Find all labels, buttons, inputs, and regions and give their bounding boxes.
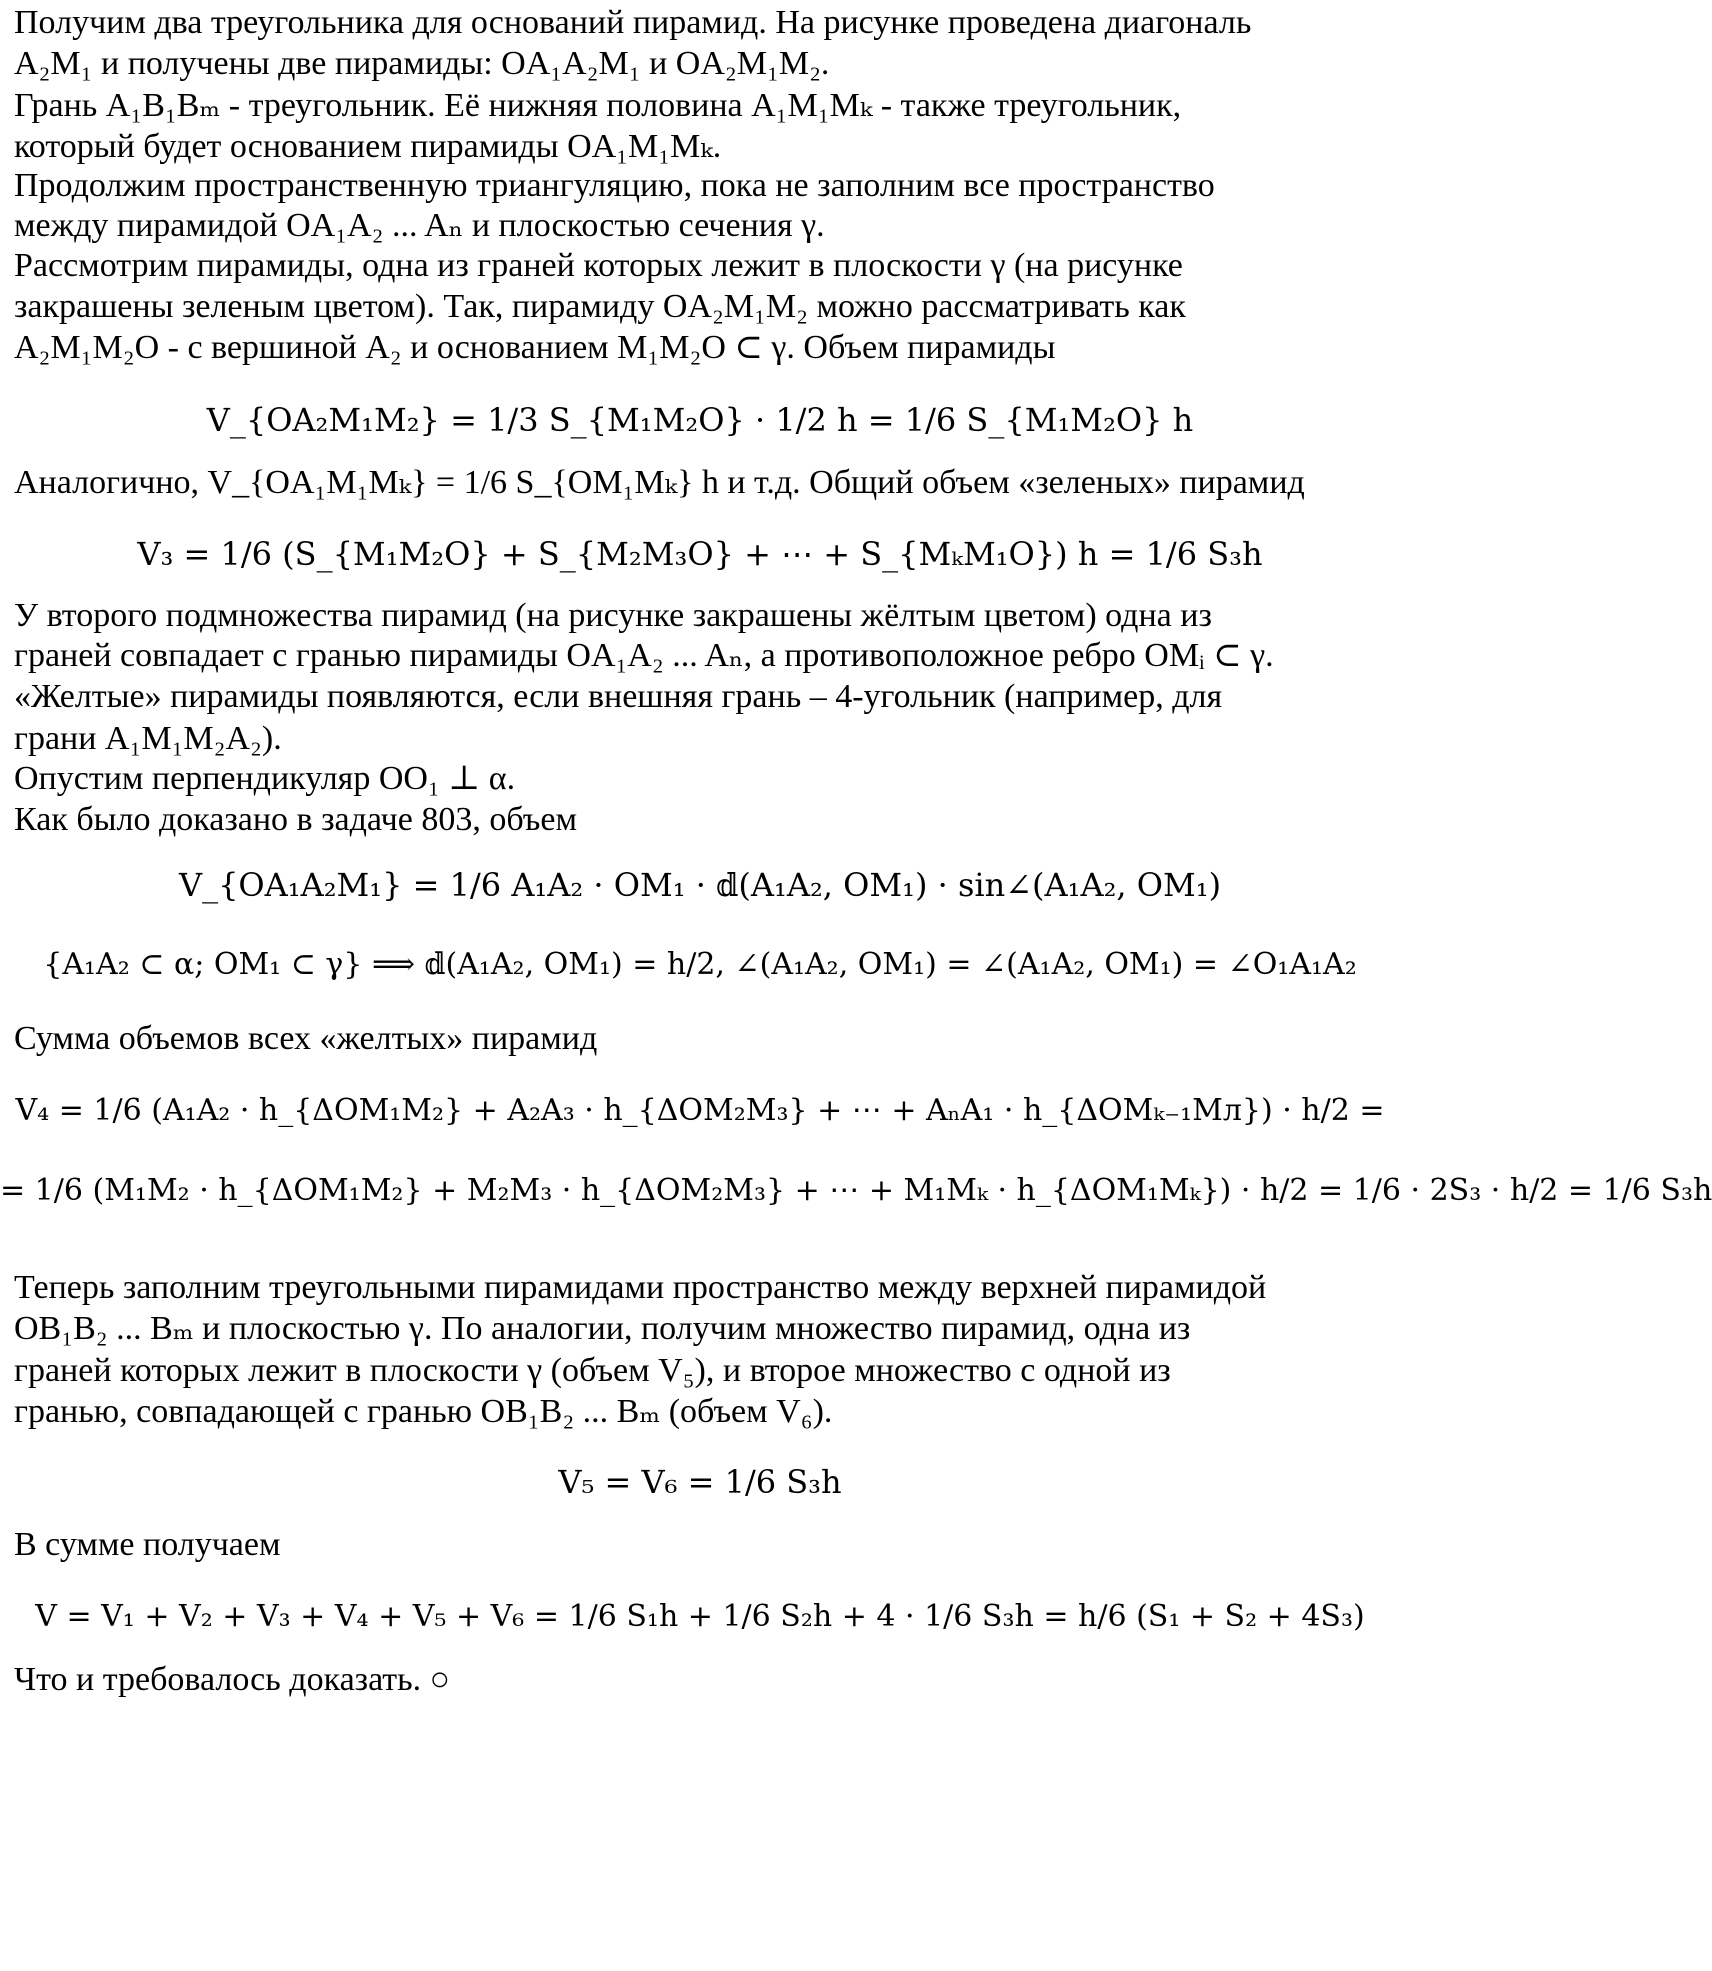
text-line: между пирамидой OA₁A₂ ... Aₙ и плоскостью сечения γ. xyxy=(14,207,825,244)
text-line: OB₁B₂ ... Bₘ и плоскостью γ. По аналогии, получим множество пирамид, одна из xyxy=(14,1310,1191,1347)
text-line: В сумме получаем xyxy=(14,1526,281,1563)
text-line: Грань A₁B₁Bₘ - треугольник. Её нижняя половина A₁M₁Mₖ - также треугольник, xyxy=(14,87,1182,124)
formula-system: {A₁A₂ ⊂ α; OM₁ ⊂ γ} ⟹ 𝕕(A₁A₂, OM₁) = h/2, ∠(A₁A₂, OM₁) = ∠(A₁A₂, OM₁) = ∠O₁A₁A₂ xyxy=(43,947,1357,982)
text-line: Как было доказано в задаче 803, объем xyxy=(14,801,577,838)
text-line: У второго подмножества пирамид (на рисунке закрашены жёлтым цветом) одна из xyxy=(14,597,1212,634)
text-line: гранью, совпадающей с гранью OB₁B₂ ... Bₘ (объем V₆). xyxy=(14,1393,833,1430)
text-line: Сумма объемов всех «желтых» пирамид xyxy=(14,1020,598,1057)
text-line: A₂M₁M₂O - с вершиной A₂ и основанием M₁M₂O ⊂ γ. Объем пирамиды xyxy=(14,329,1056,366)
formula-v-oa1a2m1: V_{OA₁A₂M₁} = 1/6 A₁A₂ · OM₁ · 𝕕(A₁A₂, OM₁) · sin∠(A₁A₂, OM₁) xyxy=(178,866,1222,904)
text-line: Опустим перпендикуляр OO₁ ⊥ α. xyxy=(14,760,516,797)
formula-total-volume: V = V₁ + V₂ + V₃ + V₄ + V₅ + V₆ = 1/6 S₁h + 1/6 S₂h + 4 · 1/6 S₃h = h/6 (S₁ + S₂ + 4S₃) xyxy=(35,1599,1365,1634)
text-line: Получим два треугольника для оснований пирамид. На рисунке проведена диагональ xyxy=(14,4,1252,41)
text-line: закрашены зеленым цветом). Так, пирамиду OA₂M₁M₂ можно рассматривать как xyxy=(14,288,1186,325)
formula-v4-continued: = 1/6 (M₁M₂ · h_{ΔOM₁M₂} + M₂M₃ · h_{ΔOM₂M₃} + ⋯ + M₁Mₖ · h_{ΔOM₁Mₖ}) · h/2 = 1/6 · 2S₃ · h/2 = 1/6 S₃h xyxy=(0,1173,1712,1208)
formula-v4: V₄ = 1/6 (A₁A₂ · h_{ΔOM₁M₂} + A₂A₃ · h_{ΔOM₂M₃} + ⋯ + AₙA₁ · h_{ΔOMₖ₋₁Mл}) · h/2 = xyxy=(15,1093,1385,1128)
formula-v5-v6: V₅ = V₆ = 1/6 S₃h xyxy=(558,1463,842,1501)
text-line: который будет основанием пирамиды OA₁M₁Mₖ. xyxy=(14,128,722,165)
text-line: грани A₁M₁M₂A₂). xyxy=(14,720,282,757)
text-line: Рассмотрим пирамиды, одна из граней которых лежит в плоскости γ (на рисунке xyxy=(14,247,1183,284)
text-line: граней совпадает с гранью пирамиды OA₁A₂ ... Aₙ, а противоположное ребро OMᵢ ⊂ γ. xyxy=(14,637,1274,674)
text-line: Аналогично, V_{OA₁M₁Mₖ} = 1/6 S_{OM₁Mₖ} h и т.д. Общий объем «зеленых» пирамид xyxy=(14,464,1305,501)
text-line: «Желтые» пирамиды появляются, если внешняя грань – 4-угольник (например, для xyxy=(14,678,1223,715)
text-line: Теперь заполним треугольными пирамидами пространство между верхней пирамидой xyxy=(14,1269,1267,1306)
formula-v3: V₃ = 1/6 (S_{M₁M₂O} + S_{M₂M₃O} + ⋯ + S_{MₖM₁O}) h = 1/6 S₃h xyxy=(137,535,1263,573)
text-line: A₂M₁ и получены две пирамиды: OA₁A₂M₁ и OA₂M₁M₂. xyxy=(14,45,830,82)
text-line: Что и требовалось доказать. ○ xyxy=(14,1661,451,1698)
formula-pyramid-volume: V_{OA₂M₁M₂} = 1/3 S_{M₁M₂O} · 1/2 h = 1/6 S_{M₁M₂O} h xyxy=(206,401,1194,439)
text-line: граней которых лежит в плоскости γ (объем V₅), и второе множество с одной из xyxy=(14,1352,1171,1389)
text-line: Продолжим пространственную триангуляцию, пока не заполним все пространство xyxy=(14,167,1215,204)
